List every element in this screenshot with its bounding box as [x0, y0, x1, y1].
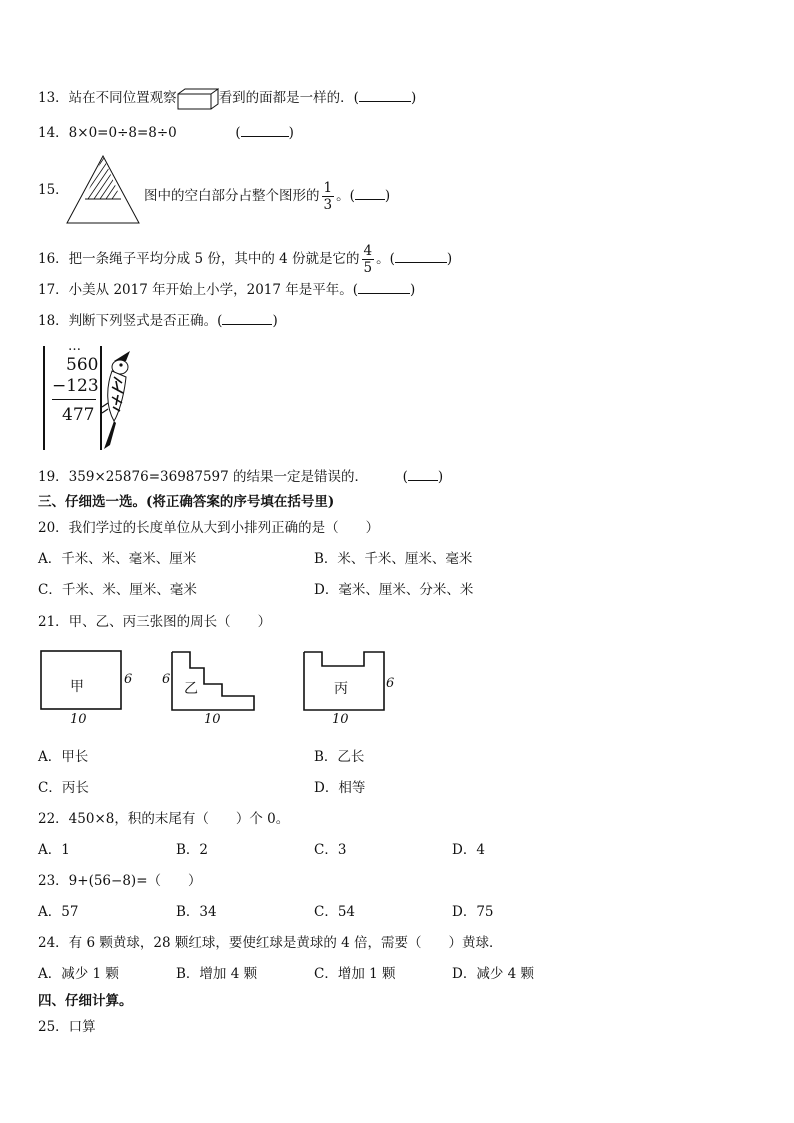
q13-text-pre: 13．站在不同位置观察 — [38, 90, 177, 106]
result-line — [52, 399, 96, 400]
q22-option-d[interactable]: D．4 — [452, 842, 485, 858]
woodpecker-icon — [96, 347, 140, 451]
question-25: 25．口算 — [38, 1019, 96, 1035]
q20-option-d[interactable]: D．毫米、厘米、分米、米 — [314, 582, 474, 598]
question-20: 20．我们学过的长度单位从大到小排列正确的是（ ） — [38, 520, 380, 536]
difference: 477 — [62, 405, 95, 425]
figure-bing-height: 6 — [386, 676, 395, 691]
q22-option-c[interactable]: C．3 — [314, 842, 347, 858]
q23-option-b[interactable]: B．34 — [176, 904, 217, 920]
q17-answer-blank[interactable] — [358, 279, 410, 294]
q18-text: 18．判断下列竖式是否正确。( — [38, 313, 223, 329]
q14-answer-blank[interactable] — [241, 122, 289, 137]
triangle-figure — [66, 155, 140, 225]
figure-yi-label: 乙 — [184, 681, 198, 697]
question-21: 21．甲、乙、丙三张图的周长（ ） — [38, 614, 272, 630]
q14-text: 14．8×0=0÷8=8÷0 — [38, 125, 177, 141]
question-18: 18．判断下列竖式是否正确。( ) — [38, 310, 278, 331]
question-15: 图中的空白部分占整个图形的 $\frac{1}{3}$ 。( ) — [144, 180, 391, 213]
minuend: 560 — [66, 355, 99, 375]
figure-yi-height: 6 — [162, 672, 171, 687]
q21-option-d[interactable]: D．相等 — [314, 780, 366, 796]
subtrahend: −123 — [52, 376, 99, 396]
figure-jia-height: 6 — [124, 672, 133, 687]
q21-option-b[interactable]: B．乙长 — [314, 749, 365, 765]
q20-option-b[interactable]: B．米、千米、厘米、毫米 — [314, 551, 473, 567]
carry-dots: … — [68, 339, 82, 354]
q23-option-d[interactable]: D．75 — [452, 904, 494, 920]
q22-option-b[interactable]: B．2 — [176, 842, 209, 858]
q13-close: ) — [410, 90, 417, 106]
q19-text: 19．359×25876=36987597 的结果一定是错误的． — [38, 469, 369, 485]
question-14 — [38, 122, 294, 143]
q20-option-c[interactable]: C．千米、米、厘米、毫米 — [38, 582, 197, 598]
question-17: 17．小美从 2017 年开始上小学，2017 年是平年。( ) — [38, 279, 415, 300]
q20-option-a[interactable]: A．千米、米、毫米、厘米 — [38, 551, 197, 567]
question-22: 22．450×8，积的末尾有（ ）个 0。 — [38, 811, 290, 827]
question-16: 16．把一条绳子平均分成 5 份，其中的 4 份就是它的 $\frac{4}{5}$ 。( ) — [38, 243, 453, 276]
question-13 — [38, 87, 416, 110]
left-bar — [43, 346, 45, 450]
q24-option-c[interactable]: C．增加 1 颗 — [314, 966, 396, 982]
q18-answer-blank[interactable] — [222, 310, 272, 325]
figure-jia — [38, 648, 138, 730]
q14-close: ) — [288, 125, 294, 141]
q23-option-a[interactable]: A．57 — [38, 904, 79, 920]
question-15-number: 15． — [38, 182, 69, 198]
q23-option-c[interactable]: C．54 — [314, 904, 356, 920]
figure-yi-width: 10 — [204, 712, 221, 727]
figure-yi — [160, 648, 270, 730]
figure-bing-width: 10 — [332, 712, 349, 727]
question-24: 24．有 6 颗黄球，28 颗红球，要使红球是黄球的 4 倍，需要（ ）黄球． — [38, 935, 503, 951]
question-23: 23．9+(56−8)=（ ） — [38, 873, 202, 889]
figure-bing-label: 丙 — [334, 681, 348, 697]
q16-text: 16．把一条绳子平均分成 5 份，其中的 4 份就是它的 — [38, 251, 360, 267]
figure-jia-label: 甲 — [70, 679, 84, 695]
figure-jia-width: 10 — [70, 712, 87, 727]
question-19: 19．359×25876=36987597 的结果一定是错误的． ( ) — [38, 466, 443, 487]
q15-text: 图中的空白部分占整个图形的 — [144, 188, 320, 204]
q24-option-d[interactable]: D．减少 4 颗 — [452, 966, 534, 982]
q13-text-post: 看到的面都是一样的．( — [218, 90, 359, 106]
q22-option-a[interactable]: A．1 — [38, 842, 70, 858]
section-4-heading: 四、仔细计算。 — [38, 993, 133, 1009]
q16-answer-blank[interactable] — [395, 248, 447, 263]
q21-option-a[interactable]: A．甲长 — [38, 749, 89, 765]
fraction-one-third: $\frac{1}{3}$ — [323, 180, 333, 213]
q13-answer-blank[interactable] — [359, 87, 411, 102]
q21-option-c[interactable]: C．丙长 — [38, 780, 89, 796]
q17-text: 17．小美从 2017 年开始上小学，2017 年是平年。( — [38, 282, 359, 298]
figure-bing — [300, 648, 400, 730]
fraction-four-fifths: $\frac{4}{5}$ — [363, 243, 373, 276]
q14-open: ( — [235, 125, 241, 141]
q24-option-b[interactable]: B．增加 4 颗 — [176, 966, 258, 982]
q24-option-a[interactable]: A．减少 1 颗 — [38, 966, 119, 982]
vertical-calculation — [40, 339, 150, 453]
cuboid-figure — [177, 88, 219, 110]
q19-answer-blank[interactable] — [408, 466, 438, 481]
section-3-heading: 三、仔细选一选。(将正确答案的序号填在括号里) — [38, 494, 335, 510]
q15-answer-blank[interactable] — [355, 185, 385, 200]
